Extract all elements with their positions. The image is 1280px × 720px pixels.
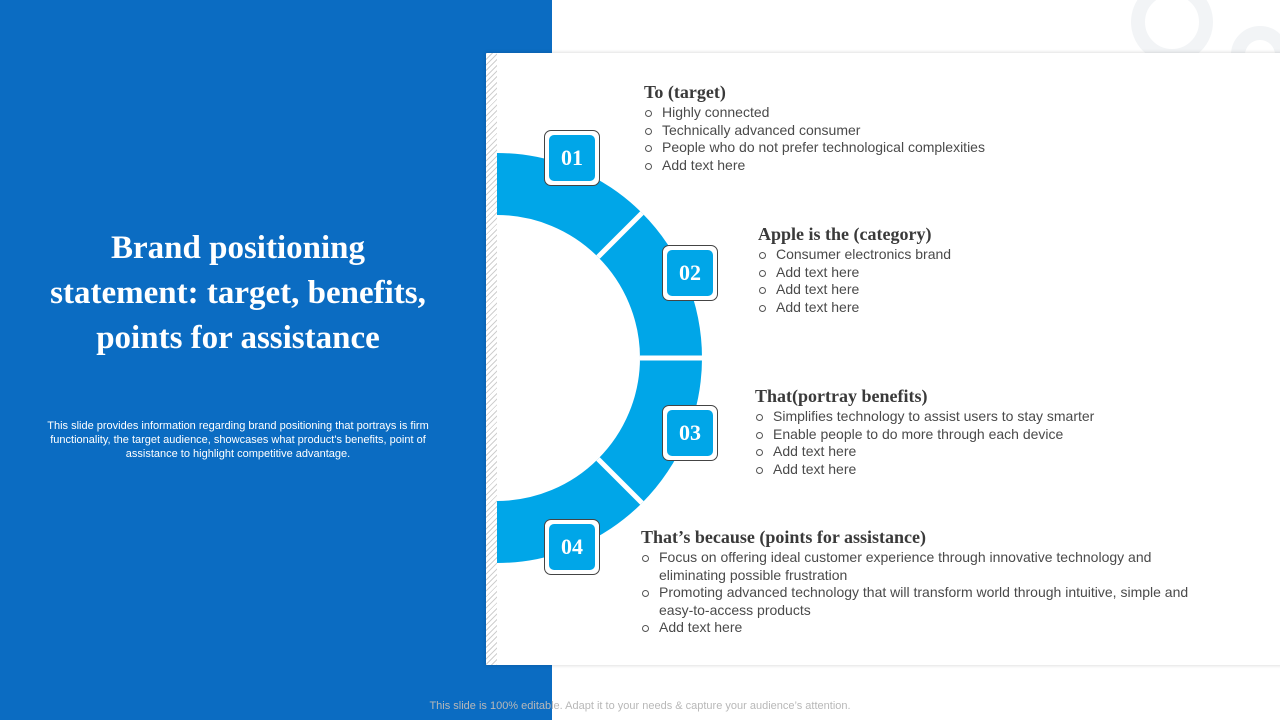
list-item: [644, 122, 1064, 140]
bullet-icon: [759, 252, 766, 259]
bullet-text: Add text here: [776, 298, 860, 315]
list-item: [641, 619, 1201, 637]
bullet-text: Add text here: [773, 443, 857, 460]
list-item: [758, 299, 1158, 317]
section-heading: That’s because (points for assistance): [641, 527, 927, 547]
bullet-icon: [756, 467, 763, 474]
bullet-text: People who do not prefer technological complexities: [662, 139, 985, 156]
bullet-text: Consumer electronics brand: [776, 246, 952, 262]
step-badge-03: [662, 405, 718, 461]
bullet-text: Add text here: [662, 156, 746, 173]
list-item: [755, 443, 1175, 461]
list-item: [758, 281, 1158, 299]
step-number-03: 03: [667, 410, 713, 456]
bullet-text: Add text here: [776, 263, 860, 280]
list-item: [644, 139, 1064, 157]
list-item: [641, 549, 1201, 584]
page-title: Brand positioning statement: target, benefits, points for assistance: [50, 230, 426, 356]
list-item: [755, 426, 1175, 444]
bullet-icon: [642, 590, 649, 597]
list-item: [758, 264, 1158, 282]
bullet-icon: [645, 163, 652, 170]
list-item: [644, 157, 1064, 175]
bullet-icon: [759, 305, 766, 312]
bullet-text: Promoting advanced technology that will transform world through intuitive, simple and easy-to-access products: [659, 584, 1189, 618]
bullet-text: Focus on offering ideal customer experience through innovative technology and eliminating possible frustration: [659, 549, 1152, 583]
section-heading: That(portray benefits): [755, 386, 928, 406]
bullet-icon: [645, 145, 652, 152]
bullet-text: Enable people to do more through each device: [773, 425, 1064, 442]
bullet-icon: [645, 110, 652, 117]
section-benefits: [755, 384, 1175, 478]
bullet-list: [758, 246, 1158, 316]
bullet-list: [641, 549, 1201, 637]
bullet-text: Highly connected: [662, 104, 770, 120]
bullet-text: Simplifies technology to assist users to stay smarter: [773, 408, 1095, 424]
step-badge-02: [662, 245, 718, 301]
footer-note: This slide is 100% editable. Adapt it to your needs & capture your audience’s attention.: [429, 700, 851, 712]
list-item: [755, 408, 1175, 426]
bullet-icon: [645, 128, 652, 135]
bullet-text: Technically advanced consumer: [662, 121, 861, 138]
bullet-icon: [642, 555, 649, 562]
list-item: [641, 584, 1201, 619]
content-card: [486, 53, 1280, 665]
section-heading: To (target): [644, 82, 726, 102]
step-badge-01: [544, 130, 600, 186]
bullet-text: Add text here: [659, 619, 743, 636]
list-item: [644, 104, 1064, 122]
bullet-icon: [756, 449, 763, 456]
list-item: [758, 246, 1158, 264]
bullet-text: Add text here: [776, 281, 860, 298]
step-number-02: 02: [667, 250, 713, 296]
page-subtitle: This slide provides information regarding brand positioning that portrays is firm functionality, the target audience, showcases what product's benefits, point of assistance to highlight competitive advantage.: [47, 420, 429, 460]
bullet-icon: [756, 414, 763, 421]
bullet-list: [755, 408, 1175, 478]
step-number-01: 01: [549, 135, 595, 181]
bullet-icon: [759, 287, 766, 294]
list-item: [755, 461, 1175, 479]
section-heading: Apple is the (category): [758, 224, 932, 244]
step-badge-04: [544, 519, 600, 575]
bullet-text: Add text here: [773, 460, 857, 477]
step-number-04: 04: [549, 524, 595, 570]
bullet-icon: [759, 270, 766, 277]
section-assistance: [641, 525, 1201, 637]
section-target: [644, 80, 1064, 174]
section-category: [758, 222, 1158, 316]
bullet-icon: [756, 432, 763, 439]
bullet-list: [644, 104, 1064, 174]
bullet-icon: [642, 625, 649, 632]
